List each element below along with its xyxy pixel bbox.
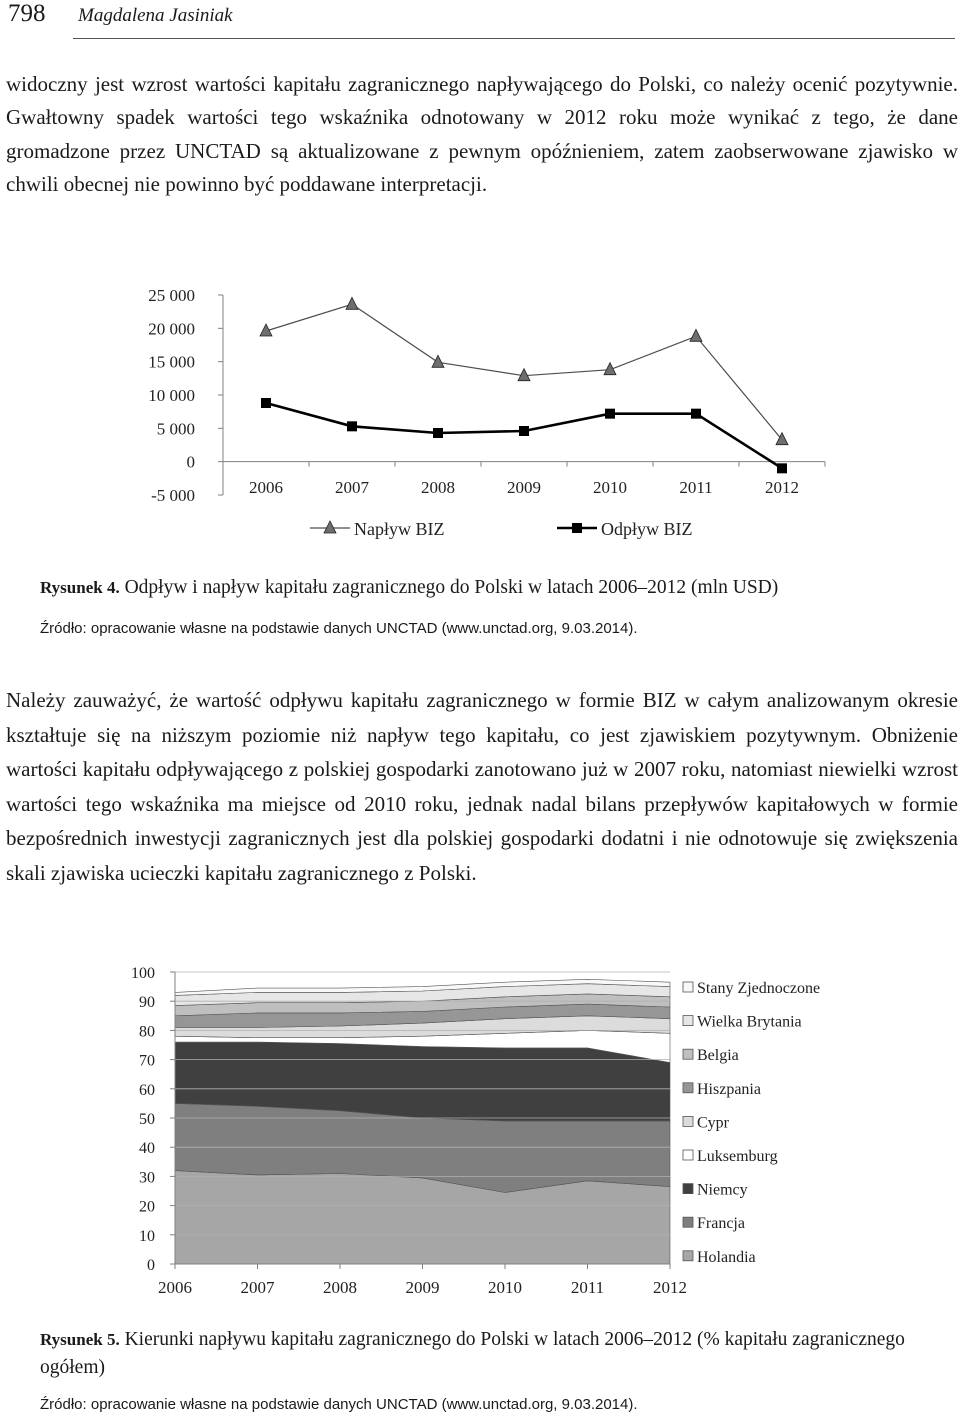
area-layer [175, 979, 670, 1264]
x-tick-label: 2011 [679, 478, 713, 497]
body-paragraph-1: widoczny jest wzrost wartości kapitału zagranicznego napływającego do Polski, co należy ocenić pozytywnie. Gwałtowny spadek wartości tego wskaźnika odnotowany w 2012 roku może wynikać z tego, że dane gromadzone przez UNCTAD są aktualizowane z pewnym opóźnieniem, zatem zaobserwowane zjawisko w chwili obecnej nie powinno być poddawane interpretacji. [6, 72, 958, 197]
y-tick-label: 50 [139, 1111, 155, 1128]
legend-label: Francja [697, 1215, 745, 1233]
legend-label: Belgia [697, 1047, 739, 1065]
legend-swatch [683, 1016, 693, 1026]
x-tick-label: 2010 [488, 1278, 522, 1297]
series-layer [260, 297, 788, 473]
figure-5-area-chart [100, 960, 860, 1305]
figure-5-label: Rysunek 5. [40, 1330, 120, 1349]
y-tick-label: 100 [131, 965, 155, 982]
legend-label: Hiszpania [697, 1080, 761, 1098]
legend-marker-triangle [324, 521, 336, 533]
y-tick-label: 40 [139, 1140, 155, 1158]
data-point-odplyw [433, 428, 443, 438]
page-number: 798 [8, 0, 46, 27]
y-axis [148, 286, 223, 505]
figure-4-caption [40, 574, 950, 602]
x-tick-label: 2012 [765, 478, 799, 497]
y-tick-label: -5 000 [151, 486, 195, 505]
y-tick-label: 20 [139, 1198, 155, 1216]
data-point-odplyw [605, 409, 615, 419]
legend-label: Holandia [697, 1248, 756, 1266]
data-point-odplyw [777, 463, 787, 473]
legend-swatch [683, 1184, 693, 1194]
legend [683, 980, 820, 1266]
data-point-naplyw [432, 355, 444, 367]
x-tick-label: 2008 [323, 1278, 357, 1297]
area-holandia [175, 1171, 670, 1264]
x-tick-label: 2007 [335, 478, 369, 497]
x-axis [158, 1264, 687, 1297]
x-tick-label: 2011 [570, 1278, 605, 1297]
legend-label: Stany Zjednoczone [697, 980, 821, 997]
x-tick-label: 2008 [421, 478, 455, 497]
legend-marker-square [572, 523, 582, 533]
y-tick-label: 25 000 [148, 286, 195, 305]
legend-swatch [683, 1083, 693, 1093]
y-tick-label: 90 [139, 994, 155, 1012]
legend-swatch [683, 1150, 693, 1160]
data-point-naplyw [690, 329, 702, 341]
y-tick-label: 80 [139, 1023, 155, 1041]
running-header-author: Magdalena Jasiniak [78, 5, 233, 26]
legend-swatch [683, 1116, 693, 1126]
x-tick-label: 2010 [593, 478, 627, 497]
x-tick-label: 2006 [158, 1278, 192, 1297]
x-tick-label: 2009 [507, 478, 541, 497]
data-point-odplyw [691, 409, 701, 419]
x-tick-label: 2007 [240, 1278, 275, 1297]
legend-label: Niemcy [697, 1181, 748, 1199]
figure-4-line-chart [120, 278, 840, 548]
figure-5-caption [40, 1326, 950, 1382]
body-paragraph-2: Należy zauważyć, że wartość odpływu kapitału zagranicznego w formie BIZ w całym analizowanym okresie kształtuje się na niższym poziomie niż napływ tego kapitału, co jest zjawiskiem pozytywnym. Obniżenie wartości kapitału odpływającego z polskiej gospodarki zanotowano już w 2007 roku, natomiast niewielki wzrost wartości tego wskaźnika ma miejsce od 2010 roku, jednak nadal bilans przepływów kapitałowych w formie bezpośrednich inwestycji zagranicznych jest dla polskiej gospodarki dodatni i nie odnotowuje się zwiększenia skali zjawiska ucieczki kapitału zagranicznego z Polski. [6, 688, 958, 885]
y-tick-label: 0 [147, 1257, 155, 1274]
x-tick-label: 2006 [249, 478, 283, 497]
data-point-odplyw [261, 398, 271, 408]
figure-5-caption-text: Kierunki napływu kapitału zagranicznego do Polski w latach 2006–2012 (% kapitału zagranicznego ogółem) [40, 1329, 905, 1378]
y-tick-label: 20 000 [148, 319, 195, 339]
data-point-odplyw [519, 426, 529, 436]
y-tick-label: 0 [186, 452, 195, 472]
figure-4-source: Źródło: opracowanie własne na podstawie danych UNCTAD (www.unctad.org, 9.03.2014). [40, 620, 638, 637]
data-point-odplyw [347, 421, 357, 431]
x-axis [223, 462, 825, 497]
legend [310, 519, 693, 539]
header-rule [73, 38, 955, 39]
figure-4-caption-text: Odpływ i napływ kapitału zagranicznego do Polski w latach 2006–2012 (mln USD) [119, 577, 779, 598]
y-tick-label: 10 000 [148, 386, 195, 405]
y-tick-label: 60 [139, 1081, 155, 1099]
figure-5-source: Źródło: opracowanie własne na podstawie danych UNCTAD (www.unctad.org, 9.03.2014). [40, 1396, 638, 1413]
legend-label: Wielka Brytania [697, 1013, 802, 1031]
x-tick-label: 2012 [653, 1278, 687, 1297]
y-tick-label: 30 [139, 1169, 155, 1187]
x-tick-label: 2009 [405, 1278, 440, 1297]
legend-label: Cypr [697, 1114, 729, 1132]
legend-label: Odpływ BIZ [601, 519, 693, 539]
legend-swatch [683, 982, 693, 992]
legend-swatch [683, 1251, 693, 1261]
y-tick-label: 10 [139, 1227, 155, 1245]
legend-swatch [683, 1049, 693, 1059]
y-axis [131, 965, 175, 1274]
data-point-naplyw [346, 297, 358, 309]
legend-label: Luksemburg [697, 1148, 778, 1165]
figure-4-label: Rysunek 4. [40, 578, 120, 597]
legend-swatch [683, 1217, 693, 1227]
y-tick-label: 15 000 [148, 352, 195, 372]
y-tick-label: 5 000 [156, 419, 195, 439]
y-tick-label: 70 [139, 1052, 155, 1070]
legend-label: Napływ BIZ [354, 519, 445, 539]
